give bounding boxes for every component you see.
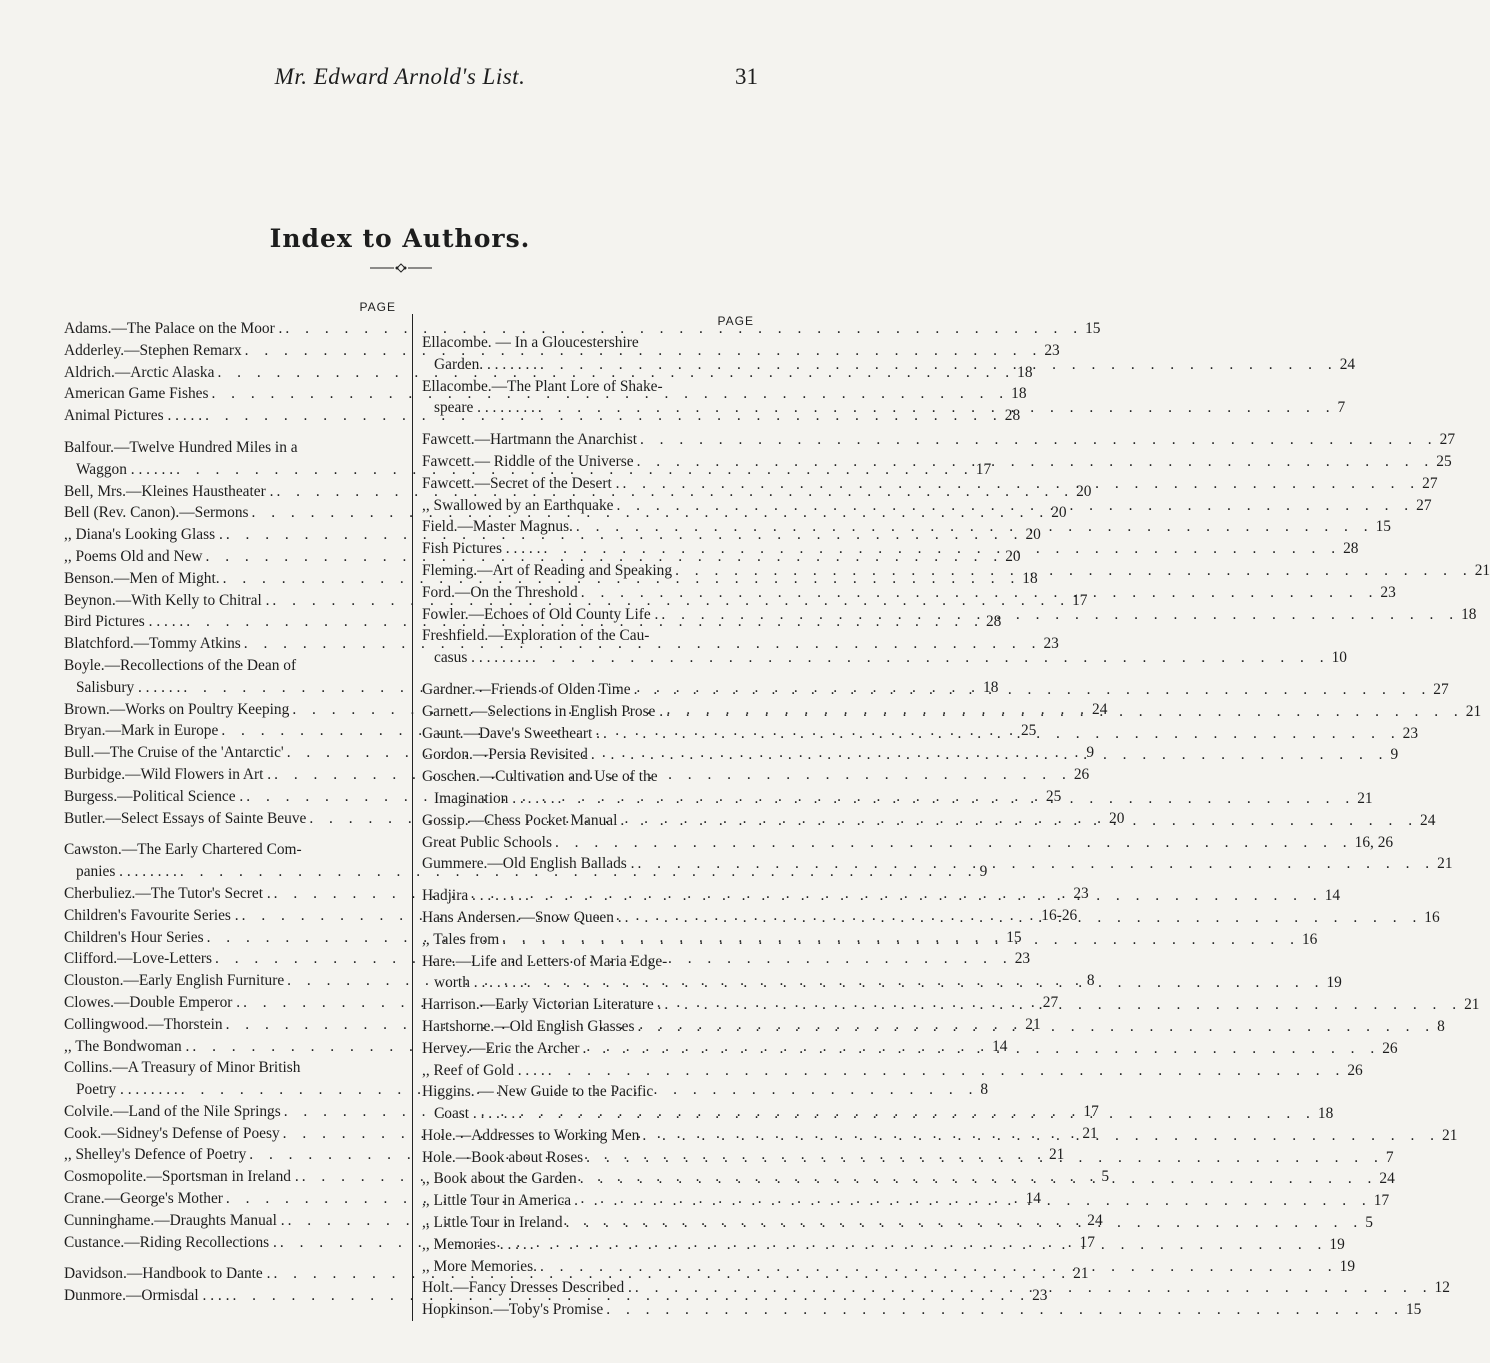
entry-page: 27: [1042, 993, 1059, 1011]
entry-text: Collingwood.—Thorstein: [64, 1015, 223, 1033]
entry-page: 19: [1326, 974, 1342, 992]
entry-page: 14: [992, 1037, 1008, 1055]
leader-dots: [613, 495, 1414, 517]
entry-text: Children's Hour Series: [64, 928, 204, 946]
entry-page: 27: [1416, 496, 1432, 514]
running-head: [0, 64, 800, 94]
entry-text: Bell (Rev. Canon).—Sermons: [64, 504, 249, 522]
entry-page: 17: [1079, 1233, 1095, 1251]
entry-text: Adams.—The Palace on the Moor .: [64, 320, 283, 337]
entry-text: ,, Book about the Garden: [422, 1170, 577, 1188]
entry-text: Waggon . . . . . .: [76, 460, 174, 478]
entry-page: 16: [1424, 908, 1440, 926]
entry-text: Boyle.—Recollections of the Dean of: [64, 656, 297, 674]
entry-page: 25: [1020, 722, 1037, 740]
entry-text: speare . . . . . . . .: [434, 399, 535, 417]
leader-dots: [663, 701, 1464, 723]
entry-text: Clowes.—Double Emperor .: [64, 993, 241, 1011]
entry-page: 26: [1382, 1039, 1398, 1057]
entry-page: 28: [1343, 540, 1359, 558]
entry-text: Clouston.—Early English Furniture: [64, 972, 285, 990]
entry-page: 25: [1045, 787, 1062, 805]
entry-page: 19: [1329, 1235, 1345, 1253]
entry-text: Coast . . . . . .: [434, 1105, 516, 1123]
entry-page: 23: [1044, 341, 1060, 359]
entry-page: 9: [1086, 744, 1095, 762]
entry-text: Davidson.—Handbook to Dante .: [64, 1265, 271, 1283]
entry-page: 20: [1109, 809, 1125, 827]
entry-text: Blatchford.—Tommy Atkins: [64, 635, 241, 653]
entry-page: 10: [1331, 649, 1347, 667]
index-entry: [422, 1168, 1395, 1190]
entry-text: ,, Memories . . . .: [422, 1235, 527, 1253]
entry-text: worth . . . . . . .: [434, 974, 524, 992]
entry-page: 5: [1365, 1214, 1373, 1232]
leader-dots: [522, 885, 1323, 907]
entry-text: Goschen.—Cultivation and Use of the: [422, 768, 658, 786]
entry-text: Bull.—The Cruise of the 'Antarctic': [64, 744, 284, 762]
entry-page: 18: [1011, 385, 1027, 403]
entry-text: Imagination . . . . . .: [434, 789, 555, 807]
entry-text: Hole.—Book about Roses: [422, 1148, 584, 1166]
entry-text: Aldrich.—Arctic Alaska: [64, 363, 215, 381]
entry-page: 23: [1402, 724, 1419, 742]
entry-text: Cunninghame.—Draughts Manual .: [64, 1211, 285, 1229]
leader-dots: [658, 604, 1459, 626]
entry-text: ,, Little Tour in America: [422, 1192, 572, 1210]
entry-page: 16, 26: [1354, 833, 1394, 851]
entry-page: 19: [1339, 1257, 1356, 1275]
entry-page: 18: [1461, 605, 1477, 623]
entry-text: American Game Fishes: [64, 385, 209, 403]
leader-dots: [634, 451, 1435, 473]
leader-dots: [573, 516, 1374, 538]
entry-text: Fleming.—Art of Reading and Speaking: [422, 561, 673, 579]
entry-text: Hans Andersen.—Snow Queen .: [422, 908, 622, 926]
leader-dots: [578, 582, 1379, 604]
entry-page: 12: [1434, 1279, 1450, 1297]
entry-text: Ellacombe.—The Plant Lore of Shake-: [422, 377, 663, 395]
entry-page: 20: [1025, 526, 1041, 544]
entry-page: 5: [1101, 1168, 1110, 1186]
entry-text: Clifford.—Love-Letters: [64, 950, 213, 968]
entry-text: Poetry . . . . . . . .: [76, 1081, 178, 1099]
section-gap: [422, 875, 754, 885]
section-gap: [64, 1253, 396, 1263]
leader-dots: [552, 832, 1353, 854]
entry-text: Garnett.—Selections in English Prose .: [422, 702, 664, 720]
entry-page: 24: [1420, 811, 1436, 829]
entry-text: ,, Reef of Gold . . . .: [422, 1061, 545, 1079]
entry-text: Balfour.—Twelve Hundred Miles in a: [64, 438, 298, 456]
entry-page: 17: [1373, 1192, 1390, 1210]
leader-dots: [661, 994, 1462, 1016]
leader-dots: [537, 354, 1338, 376]
entry-text: Burbidge.—Wild Flowers in Art .: [64, 765, 272, 783]
leader-dots: [524, 972, 1325, 994]
leader-dots: [583, 1147, 1384, 1169]
leader-dots: [600, 723, 1401, 745]
entry-text: Butler.—Select Essays of Sainte Beuve: [64, 809, 307, 827]
entry-text: ,, Tales from: [422, 930, 500, 948]
entry-page: 7: [1337, 399, 1346, 417]
index-entry: [422, 744, 1399, 766]
entry-text: Bryan.—Mark in Europe: [64, 722, 219, 740]
entry-page: 21: [1437, 855, 1453, 873]
entry-text: Hole.—Addresses to Working Men: [422, 1126, 640, 1144]
entry-page: 23: [1032, 1287, 1048, 1305]
entry-text: Field.—Master Magnus.: [422, 518, 573, 536]
entry-page: 27: [1422, 474, 1438, 492]
leader-dots: [499, 929, 1300, 951]
entry-page: 17: [975, 460, 992, 478]
entry-text: Fawcett.—Secret of the Desert .: [422, 474, 620, 492]
entry-text: ,, More Memories.: [422, 1257, 537, 1275]
entry-page: 28: [985, 613, 1002, 631]
entry-text: Hadjira . . . . . . .: [422, 887, 523, 905]
leader-dots: [529, 647, 1330, 669]
entry-page: 18: [1017, 363, 1033, 381]
running-title: Mr. Edward Arnold's List.: [274, 64, 526, 89]
index-entry: [422, 429, 1456, 451]
entry-page: 16: [1301, 930, 1318, 948]
entry-text: Ellacombe. — In a Gloucestershire: [422, 334, 639, 351]
leader-dots: [631, 679, 1432, 701]
entry-text: panies . . . . . . . .: [76, 863, 177, 881]
entry-text: Higgins. — New Guide to the Pacific: [422, 1083, 654, 1101]
entry-text: Great Public Schools: [422, 833, 552, 851]
entry-page: 17: [1072, 591, 1088, 609]
entry-text: Cook.—Sidney's Defense of Poesy: [64, 1124, 280, 1142]
leader-dots: [634, 1016, 1435, 1038]
entry-text: Fish Pictures . . . . .: [422, 540, 541, 558]
entry-text: Gordon.—Persia Revisited: [422, 746, 588, 764]
entry-text: ,, Diana's Looking Glass .: [64, 526, 223, 544]
entry-text: Dunmore.—Ormisdal . . . .: [64, 1287, 230, 1305]
entry-page: 27: [1439, 431, 1456, 449]
section-gap: [64, 427, 396, 437]
leader-dots: [535, 397, 1336, 419]
leader-dots: [637, 429, 1438, 451]
entry-page: 8: [1437, 1017, 1445, 1035]
leader-dots: [555, 788, 1356, 810]
entry-text: Ford.—On the Threshold: [422, 583, 578, 601]
leader-dots: [632, 1277, 1433, 1299]
entry-text: Fowler.—Echoes of Old County Life .: [422, 605, 659, 623]
leader-dots: [588, 744, 1389, 766]
entry-text: Children's Favourite Series .: [64, 906, 239, 924]
entry-page: 21: [1357, 789, 1373, 807]
page-column-label: PAGE: [717, 314, 754, 328]
entry-page: 14: [1324, 887, 1341, 905]
entry-text: Freshfield.—Exploration of the Cau-: [422, 627, 650, 645]
entry-text: ,, Shelley's Defence of Poetry: [64, 1146, 247, 1164]
entry-page: 20: [1005, 547, 1021, 565]
section-gap: [422, 419, 754, 429]
section-gap: [64, 829, 396, 839]
leader-dots: [672, 560, 1473, 582]
entry-page: 15: [1405, 1301, 1422, 1319]
entry-text: Benson.—Men of Might.: [64, 569, 220, 587]
leader-dots: [537, 1256, 1338, 1278]
entry-page: 9: [979, 863, 988, 881]
leader-dots: [634, 853, 1435, 875]
entry-text: Brown.—Works on Poultry Keeping: [64, 700, 290, 718]
entry-page: 26: [1347, 1061, 1363, 1079]
leader-dots: [571, 1190, 1372, 1212]
entry-page: 14: [1025, 1190, 1041, 1208]
entry-page: 23: [1380, 583, 1396, 601]
entry-page: 24: [1087, 1211, 1103, 1229]
entry-text: Gaunt.—Dave's Sweetheart .: [422, 724, 600, 742]
leader-dots: [617, 810, 1418, 832]
entry-text: Animal Pictures . . . . .: [64, 407, 203, 425]
page-number: 31: [735, 64, 758, 89]
entry-page: 21: [1464, 996, 1480, 1014]
entry-page: 21: [1048, 1146, 1065, 1164]
entry-page: 17: [1083, 1102, 1099, 1120]
entry-text: Bell, Mrs.—Kleines Haustheater .: [64, 482, 274, 500]
entry-page: 24: [1379, 1170, 1395, 1188]
leader-dots: [545, 1060, 1346, 1082]
entry-text: Hare.—Life and Letters of Maria Edge-: [422, 952, 668, 970]
entry-text: Hervey.—Eric the Archer: [422, 1039, 580, 1057]
entry-page: 18: [983, 678, 999, 696]
entry-text: Fawcett.— Riddle of the Universe: [422, 452, 634, 470]
index-entry: [422, 1125, 1458, 1147]
entry-text: ,, Poems Old and New: [64, 547, 203, 565]
entry-page: 9: [1390, 746, 1399, 764]
entry-page: 24: [1092, 700, 1108, 718]
entry-text: Salisbury . . . . . .: [76, 678, 181, 696]
entry-page: 27: [1433, 680, 1449, 698]
entry-page: 21: [1465, 702, 1482, 720]
leader-dots: [527, 1234, 1328, 1256]
leader-dots: [577, 1168, 1378, 1190]
entry-text: ,, Swallowed by an Earthquake: [422, 496, 614, 514]
entry-text: Gardner.—Friends of Olden Time: [422, 680, 631, 698]
entry-page: 20: [1076, 482, 1092, 500]
entry-page: 18: [1022, 569, 1038, 587]
entry-page: 24: [1339, 355, 1356, 373]
entry-text: Colvile.—Land of the Nile Springs: [64, 1102, 281, 1120]
entry-page: 21: [1082, 1124, 1098, 1142]
entry-page: 8: [980, 1081, 989, 1099]
section-gap: [422, 669, 754, 679]
entry-page: 8: [1086, 972, 1095, 990]
index-entry: [422, 1060, 1363, 1082]
entry-page: 23: [1014, 950, 1031, 968]
entry-text: Gummere.—Old English Ballads .: [422, 855, 635, 873]
entry-page: 15: [1006, 928, 1022, 946]
leader-dots: [580, 1038, 1381, 1060]
index-entry: [422, 853, 1453, 875]
entry-text: Cherbuliez.—The Tutor's Secret .: [64, 884, 271, 902]
entry-page: 7: [1385, 1148, 1394, 1166]
leader-dots: [622, 907, 1423, 929]
entry-text: Hopkinson.—Toby's Promise: [422, 1301, 604, 1319]
entry-text: Holt.—Fancy Dresses Described .: [422, 1279, 632, 1297]
page-column-label: PAGE: [359, 300, 396, 314]
entry-text: Fawcett.—Hartmann the Anarchist: [422, 431, 637, 449]
entry-page: 15: [1085, 320, 1101, 337]
entry-page: 26: [1073, 765, 1090, 783]
leader-dots: [639, 1125, 1440, 1147]
entry-page: 23: [1043, 635, 1059, 653]
entry-page: 21: [1073, 1265, 1089, 1283]
index-entry: [422, 832, 1394, 854]
entry-text: Garden. . . . . . . .: [434, 355, 538, 373]
entry-text: Crane.—George's Mother: [64, 1190, 223, 1208]
entry-page: 28: [1004, 407, 1021, 425]
entry-text: Bird Pictures . . . . .: [64, 613, 184, 631]
entry-page: 21: [1025, 1015, 1041, 1033]
entry-text: Gossip.—Chess Pocket Manual: [422, 811, 618, 829]
leader-dots: [619, 473, 1420, 495]
entry-page: 16-26: [1041, 906, 1078, 924]
entry-text: Burgess.—Political Science .: [64, 787, 244, 805]
leader-dots: [563, 1212, 1364, 1234]
leader-dots: [603, 1299, 1404, 1321]
index-entry: [422, 1299, 1422, 1321]
entry-text: Cawston.—The Early Chartered Com-: [64, 841, 302, 859]
entry-page: 18: [1317, 1105, 1334, 1123]
entry-text: Harrison.—Early Victorian Literature .: [422, 996, 662, 1014]
entry-text: casus . . . . . . . .: [434, 649, 529, 667]
entry-page: 15: [1375, 518, 1391, 536]
entry-page: 21: [1474, 561, 1490, 579]
entry-text: ,, Little Tour in Ireland: [422, 1214, 563, 1232]
entry-text: Adderley.—Stephen Remarx: [64, 341, 242, 359]
entry-text: Custance.—Riding Recollections .: [64, 1233, 277, 1251]
entry-text: Collins.—A Treasury of Minor British: [64, 1059, 301, 1077]
entry-text: Hartshorne.—Old English Glasses: [422, 1017, 635, 1035]
ornament-rule: [370, 262, 432, 274]
entry-text: Cosmopolite.—Sportsman in Ireland .: [64, 1168, 299, 1186]
entry-page: 20: [1051, 504, 1067, 522]
entry-text: Beynon.—With Kelly to Chitral .: [64, 591, 270, 609]
index-title: Index to Authors.: [269, 224, 531, 253]
entry-page: 23: [1073, 884, 1089, 902]
entry-page: 25: [1436, 452, 1452, 470]
entry-text: ,, The Bondwoman .: [64, 1037, 190, 1055]
leader-dots: [515, 1103, 1316, 1125]
entry-page: 21: [1442, 1126, 1458, 1144]
leader-dots: [540, 538, 1341, 560]
